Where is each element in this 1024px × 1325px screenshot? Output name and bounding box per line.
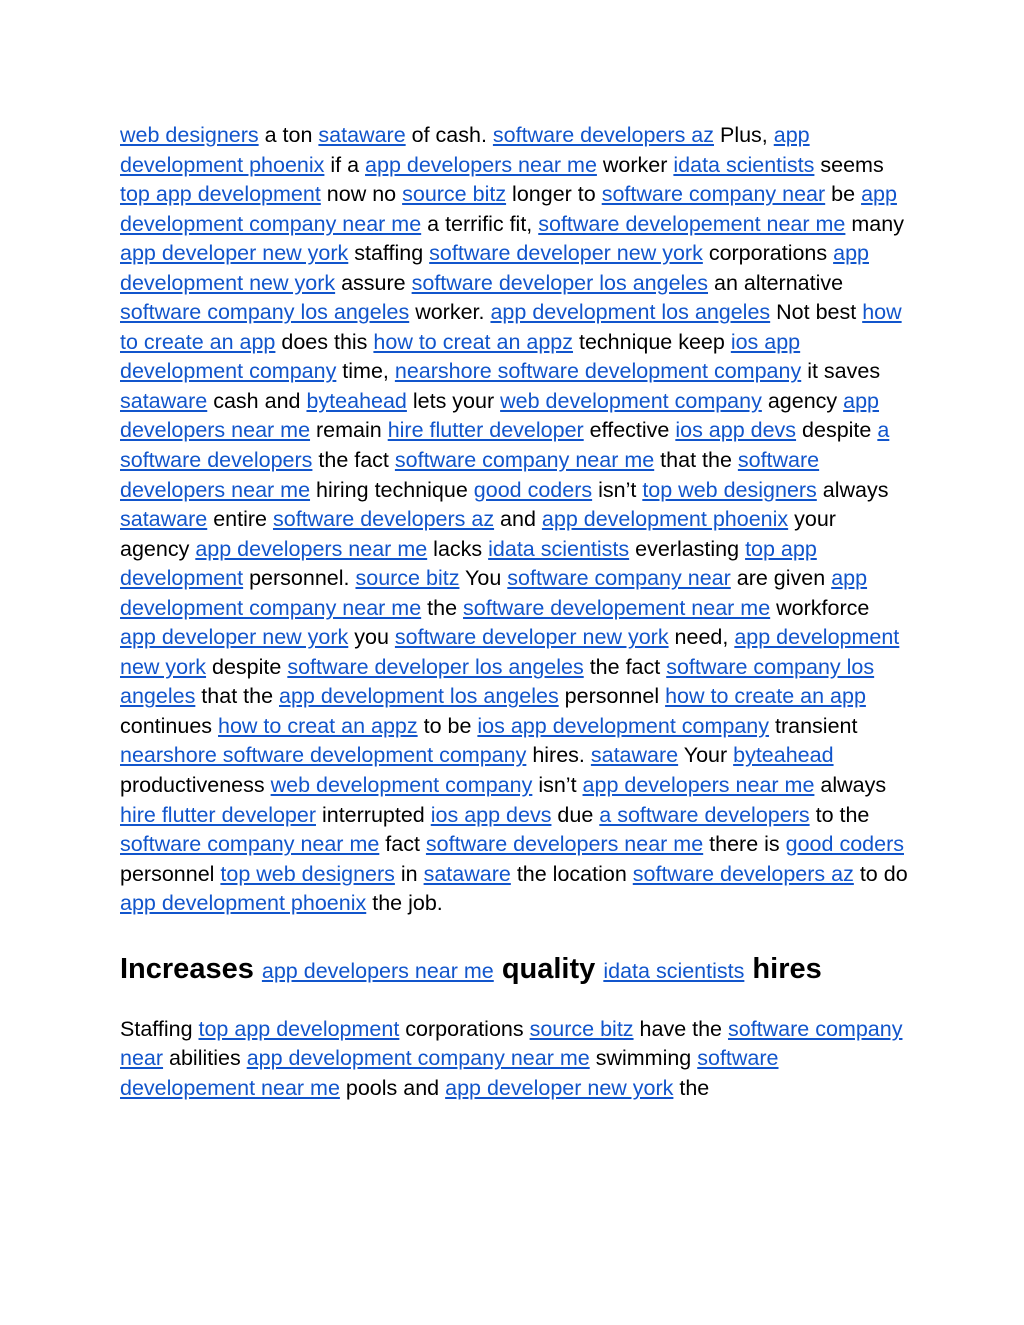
link-sataware[interactable]: sataware	[120, 388, 208, 413]
link-ios-app-development-company[interactable]: ios app development company	[477, 713, 770, 738]
link-software-company-near-me[interactable]: software company near me	[394, 448, 655, 473]
link-app-developer-new-york[interactable]: app developer new york	[120, 625, 349, 650]
text-run: it saves	[801, 359, 881, 384]
text-run: to the	[809, 802, 870, 827]
link-app-developers-near-me[interactable]: app developers near me	[120, 388, 880, 443]
text-run: worker.	[409, 300, 491, 325]
link-web-development-company[interactable]: web development company	[270, 773, 533, 798]
text-run: hires	[744, 952, 822, 985]
link-software-developer-los-angeles[interactable]: software developer los angeles	[411, 270, 709, 295]
link-a-software-developers[interactable]: a software developers	[120, 418, 890, 473]
text-run: entire	[207, 507, 273, 532]
link-app-development-company-near-me[interactable]: app development company near me	[120, 182, 897, 236]
text-run: Staffing	[120, 1016, 199, 1041]
link-good-coders[interactable]: good coders	[785, 832, 904, 857]
link-app-developer-new-york[interactable]: app developer new york	[120, 241, 349, 266]
text-run: always	[814, 773, 887, 798]
text-run: isn’t	[532, 773, 583, 798]
text-run: time,	[336, 359, 395, 384]
text-run: corporations	[399, 1016, 530, 1041]
text-run: Not best	[770, 300, 863, 325]
text-run: transient	[769, 713, 858, 738]
link-sataware[interactable]: sataware	[120, 507, 208, 532]
text-run: worker	[596, 152, 674, 177]
link-software-developer-los-angeles[interactable]: software developer los angeles	[287, 654, 584, 679]
link-top-web-designers[interactable]: top web designers	[642, 477, 817, 502]
text-run: hires.	[526, 743, 591, 768]
text-run: lets your	[406, 388, 501, 413]
text-run: remain	[310, 418, 388, 443]
text-run: the	[673, 1075, 710, 1100]
link-software-developers-az[interactable]: software developers az	[492, 123, 714, 147]
text-run: in	[394, 861, 424, 886]
text-run: your agency	[120, 507, 836, 561]
body-paragraph-1	[120, 121, 910, 919]
link-app-development-company-near-me[interactable]: app development company near me	[120, 566, 868, 620]
text-run: seems	[814, 152, 884, 177]
text-run: Your	[678, 743, 734, 768]
text-run: that the	[195, 684, 279, 709]
link-app-development-los-angeles[interactable]: app development los angeles	[490, 300, 771, 325]
link-software-developement-near-me[interactable]: software developement near me	[120, 1046, 779, 1100]
link-software-developer-new-york[interactable]: software developer new york	[429, 241, 703, 266]
link-app-developers-near-me[interactable]: app developers near me	[582, 773, 815, 798]
text-run: continues	[120, 713, 219, 738]
link-source-bitz[interactable]: source bitz	[529, 1016, 634, 1041]
link-idata-scientists[interactable]: idata scientists	[488, 536, 630, 561]
text-run: fact	[379, 832, 426, 857]
text-run: workforce	[770, 595, 870, 620]
text-run: are given	[730, 566, 832, 591]
text-run: cash and	[207, 388, 307, 413]
link-top-app-development[interactable]: top app development	[120, 182, 321, 207]
text-run: swimming	[589, 1046, 698, 1071]
text-run: quality	[493, 952, 604, 985]
text-run: a ton	[258, 123, 319, 147]
link-hire-flutter-developer[interactable]: hire flutter developer	[120, 802, 316, 827]
link-how-to-creat-an-appz[interactable]: how to creat an appz	[373, 329, 574, 354]
link-app-development-new-york[interactable]: app development new york	[120, 625, 900, 679]
text-run: productiveness	[120, 773, 271, 798]
text-run: many	[845, 211, 904, 236]
text-run: the fact	[312, 448, 395, 473]
link-sataware[interactable]: sataware	[423, 861, 511, 886]
link-a-software-developers[interactable]: a software developers	[599, 802, 810, 827]
text-run: personnel	[120, 861, 221, 886]
link-software-company-los-angeles[interactable]: software company los angeles	[120, 300, 410, 325]
link-software-company-los-angeles[interactable]: software company los angeles	[120, 654, 875, 709]
text-run: interrupted	[316, 802, 431, 827]
text-run: now no	[320, 182, 403, 207]
link-how-to-create-an-app[interactable]: how to create an app	[665, 684, 866, 709]
link-web-designers[interactable]: web designers	[120, 123, 259, 147]
link-app-developers-near-me[interactable]: app developers near me	[261, 958, 494, 983]
text-run: an alternative	[708, 270, 844, 295]
text-run: despite	[206, 654, 288, 679]
link-app-developers-near-me[interactable]: app developers near me	[195, 536, 428, 561]
link-software-developers-az[interactable]: software developers az	[632, 861, 854, 886]
link-app-developer-new-york[interactable]: app developer new york	[445, 1075, 674, 1100]
link-sataware[interactable]: sataware	[318, 123, 406, 147]
link-ios-app-devs[interactable]: ios app devs	[430, 802, 552, 827]
link-ios-app-devs[interactable]: ios app devs	[675, 418, 797, 443]
text-run: agency	[761, 388, 844, 413]
text-run: be	[825, 182, 862, 207]
text-run: Plus,	[714, 123, 774, 147]
text-run: everlasting	[629, 536, 746, 561]
text-run: lacks	[427, 536, 489, 561]
link-nearshore-software-development-company[interactable]: nearshore software development company	[394, 359, 802, 384]
text-run: the fact	[583, 654, 667, 679]
link-software-developement-near-me[interactable]: software developement near me	[538, 211, 846, 236]
link-software-company-near[interactable]: software company near	[507, 566, 731, 591]
link-byteahead[interactable]: byteahead	[733, 743, 834, 768]
text-run: assure	[335, 270, 412, 295]
link-top-web-designers[interactable]: top web designers	[220, 861, 395, 886]
document-page	[120, 121, 910, 1103]
link-ios-app-development-company[interactable]: ios app development company	[120, 329, 801, 384]
text-run: always	[816, 477, 889, 502]
text-run: corporations	[702, 241, 834, 266]
text-run: does this	[275, 329, 374, 354]
link-source-bitz[interactable]: source bitz	[355, 566, 460, 591]
link-sataware[interactable]: sataware	[590, 743, 679, 768]
link-software-developers-near-me[interactable]: software developers near me	[120, 448, 820, 502]
text-run: Increases	[120, 952, 262, 985]
text-run: effective	[583, 418, 676, 443]
text-run: the location	[510, 861, 633, 886]
link-app-development-los-angeles[interactable]: app development los angeles	[279, 684, 559, 709]
link-top-app-development[interactable]: top app development	[198, 1016, 400, 1041]
text-run: longer to	[506, 182, 602, 207]
link-software-company-near[interactable]: software company near	[120, 1016, 903, 1071]
text-run: You	[459, 566, 508, 591]
link-app-development-new-york[interactable]: app development new york	[120, 241, 869, 295]
link-software-company-near[interactable]: software company near	[601, 182, 826, 207]
text-run: that the	[654, 448, 738, 473]
text-run: have the	[633, 1016, 728, 1041]
link-software-developement-near-me[interactable]: software developement near me	[463, 595, 771, 620]
text-run: and	[494, 507, 542, 532]
text-run: you	[348, 625, 395, 650]
text-run: due	[551, 802, 600, 827]
link-app-development-phoenix[interactable]: app development phoenix	[120, 891, 367, 916]
link-software-developers-near-me[interactable]: software developers near me	[425, 832, 704, 857]
text-run: pools and	[339, 1075, 446, 1100]
link-good-coders[interactable]: good coders	[473, 477, 593, 502]
section-heading	[120, 949, 910, 991]
text-run: staffing	[348, 241, 430, 266]
link-nearshore-software-development-company[interactable]: nearshore software development company	[120, 743, 527, 768]
text-run: personnel.	[243, 566, 356, 591]
link-source-bitz[interactable]: source bitz	[402, 182, 507, 207]
link-idata-scientists[interactable]: idata scientists	[673, 152, 815, 177]
text-run: there is	[703, 832, 786, 857]
text-run: isn’t	[592, 477, 643, 502]
text-run: to do	[853, 861, 908, 886]
link-software-developer-new-york[interactable]: software developer new york	[394, 625, 669, 650]
link-web-development-company[interactable]: web development company	[500, 388, 762, 413]
link-byteahead[interactable]: byteahead	[306, 388, 407, 413]
text-run: of cash.	[405, 123, 493, 147]
link-app-development-phoenix[interactable]: app development phoenix	[541, 507, 789, 532]
text-run: abilities	[163, 1046, 247, 1071]
text-run: need,	[668, 625, 735, 650]
link-software-company-near-me[interactable]: software company near me	[120, 832, 380, 857]
body-paragraph-2	[120, 1015, 910, 1104]
text-run: if a	[324, 152, 366, 177]
text-run: hiring technique	[310, 477, 474, 502]
text-run: the	[421, 595, 464, 620]
text-run: personnel	[558, 684, 666, 709]
link-app-developers-near-me[interactable]: app developers near me	[365, 152, 597, 177]
text-run: a terrific fit,	[421, 211, 539, 236]
text-run: despite	[796, 418, 878, 443]
link-hire-flutter-developer[interactable]: hire flutter developer	[387, 418, 584, 443]
link-how-to-create-an-app[interactable]: how to create an app	[120, 300, 902, 354]
link-how-to-creat-an-appz[interactable]: how to creat an appz	[218, 713, 418, 738]
link-top-app-development[interactable]: top app development	[120, 536, 817, 591]
link-software-developers-az[interactable]: software developers az	[272, 507, 495, 532]
text-run: to be	[417, 713, 478, 738]
text-run: technique keep	[573, 329, 731, 354]
link-app-development-company-near-me[interactable]: app development company near me	[246, 1046, 590, 1071]
link-app-development-phoenix[interactable]: app development phoenix	[120, 123, 810, 177]
link-idata-scientists[interactable]: idata scientists	[603, 958, 745, 983]
text-run: the job.	[366, 891, 443, 916]
